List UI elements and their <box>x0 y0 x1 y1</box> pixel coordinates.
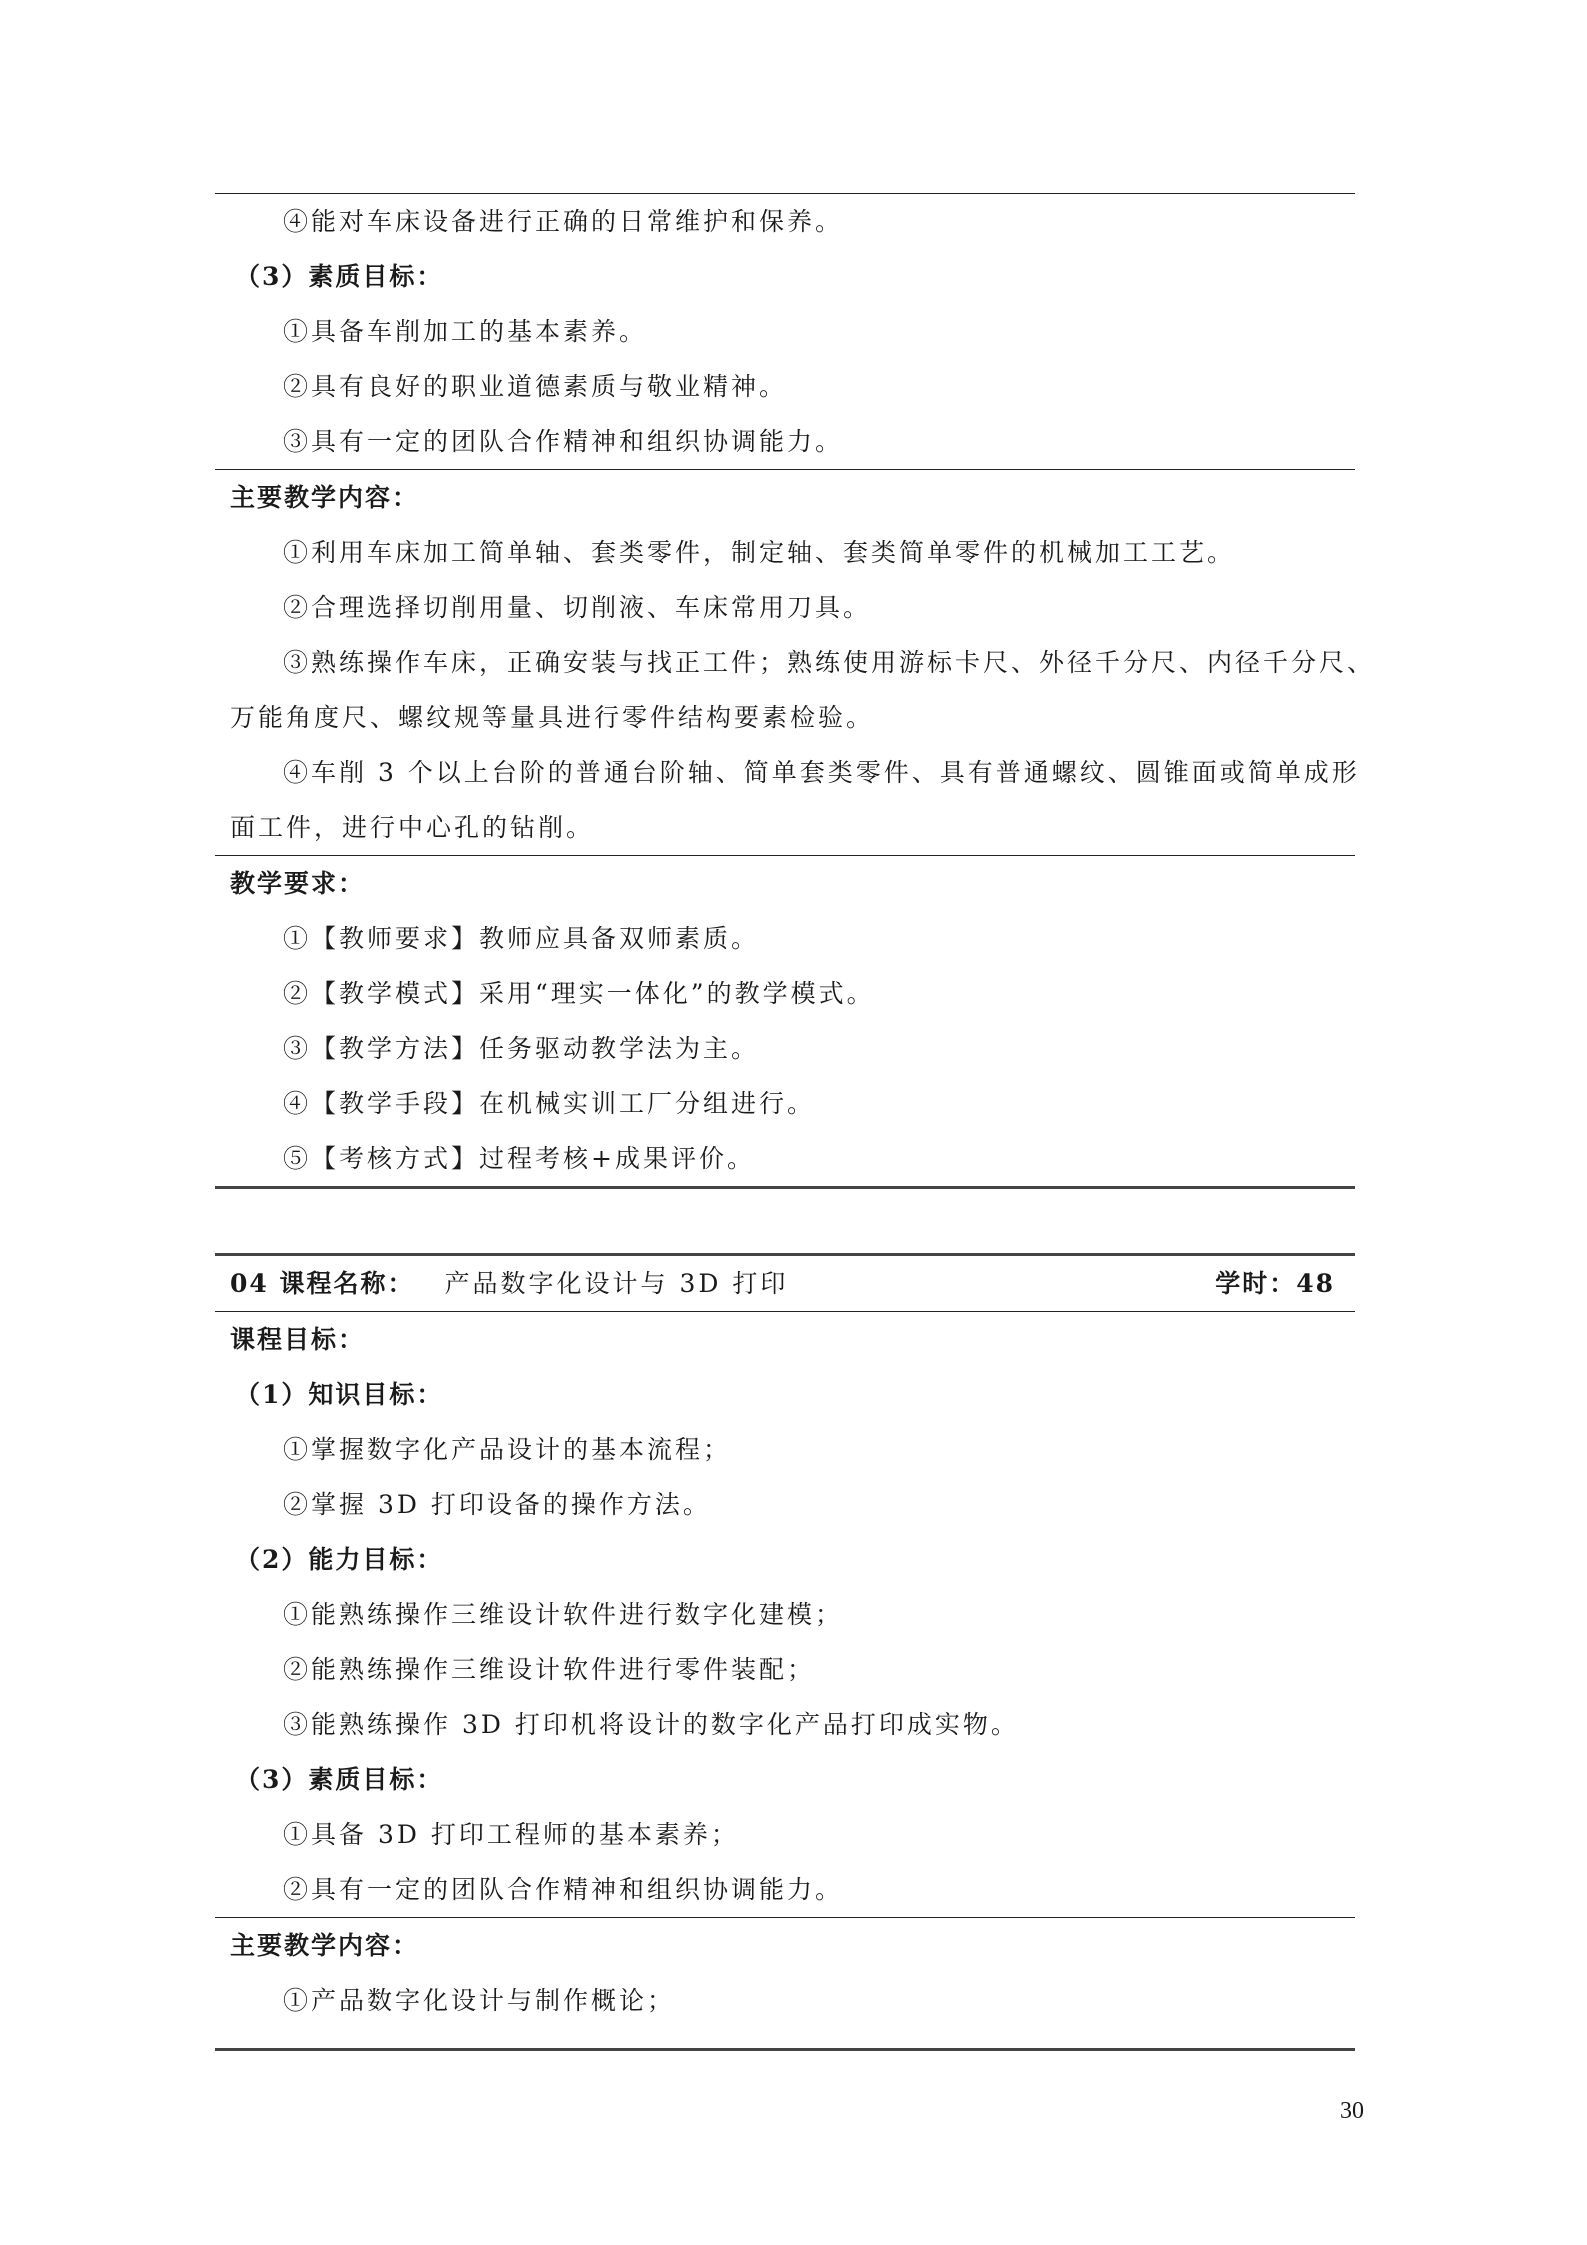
content-item-2: ②合理选择切削用量、切削液、车床常用刀具。 <box>283 593 872 622</box>
goals-heading: 课程目标： <box>230 1325 366 1354</box>
page-number: 30 <box>1340 2098 1364 2124</box>
course-header-row <box>215 1256 1355 1311</box>
knowledge-item-2: ②掌握 3D 打印设备的操作方法。 <box>283 1490 711 1519</box>
quality-item-1: ①具备车削加工的基本素养。 <box>283 317 648 346</box>
quality-heading: （3）素质目标： <box>235 262 444 291</box>
ability-item-1: ①能熟练操作三维设计软件进行数字化建模； <box>283 1600 844 1629</box>
requirement-item-4: ④【教学手段】在机械实训工厂分组进行。 <box>283 1089 816 1118</box>
ability-item-3: ③能熟练操作 3D 打印机将设计的数字化产品打印成实物。 <box>283 1710 1019 1739</box>
ability-item-2: ②能熟练操作三维设计软件进行零件装配； <box>283 1655 816 1684</box>
table-spacer <box>215 2028 1355 2048</box>
requirement-item-1: ①【教师要求】教师应具备双师素质。 <box>283 924 760 953</box>
quality-heading: （3）素质目标： <box>235 1765 444 1794</box>
course-hours: 学时：48 <box>1215 1269 1335 1298</box>
content-item-1: ①利用车床加工简单轴、套类零件，制定轴、套类简单零件的机械加工工艺。 <box>283 538 1236 567</box>
course-name: 产品数字化设计与 3D 打印 <box>444 1269 789 1298</box>
content-item-3a: ③熟练操作车床，正确安装与找正工件；熟练使用游标卡尺、外径千分尺、内径千分尺、 <box>283 648 1376 677</box>
requirement-item-3: ③【教学方法】任务驱动教学法为主。 <box>283 1034 760 1063</box>
ability-item-4: ④能对车床设备进行正确的日常维护和保养。 <box>283 207 844 236</box>
table-bottom-rule <box>215 2048 1355 2051</box>
content-item-1: ①产品数字化设计与制作概论； <box>283 1986 676 2015</box>
knowledge-heading: （1）知识目标： <box>235 1380 444 1409</box>
requirements-heading: 教学要求： <box>230 869 366 898</box>
quality-item-1: ①具备 3D 打印工程师的基本素养； <box>283 1820 739 1849</box>
content-item-4b: 面工件，进行中心孔的钻削。 <box>230 813 595 842</box>
course-name-label: 04 课程名称： <box>230 1269 415 1298</box>
quality-item-2: ②具有一定的团队合作精神和组织协调能力。 <box>283 1875 844 1904</box>
requirement-item-2: ②【教学模式】采用“理实一体化”的教学模式。 <box>283 979 875 1008</box>
content-heading: 主要教学内容： <box>230 1931 420 1960</box>
content-item-4a: ④车削 3 个以上台阶的普通台阶轴、简单套类零件、具有普通螺纹、圆锥面或简单成形 <box>283 758 1360 787</box>
content-item-3b: 万能角度尺、螺纹规等量具进行零件结构要素检验。 <box>230 703 875 732</box>
document-body <box>215 193 1376 2051</box>
quality-item-2: ②具有良好的职业道德素质与敬业精神。 <box>283 372 788 401</box>
table-gap <box>215 1189 1355 1253</box>
ability-heading: （2）能力目标： <box>235 1545 444 1574</box>
knowledge-item-1: ①掌握数字化产品设计的基本流程； <box>283 1435 732 1464</box>
content-heading: 主要教学内容： <box>230 483 420 512</box>
quality-item-3: ③具有一定的团队合作精神和组织协调能力。 <box>283 427 844 456</box>
requirement-item-5: ⑤【考核方式】过程考核+成果评价。 <box>283 1144 755 1173</box>
